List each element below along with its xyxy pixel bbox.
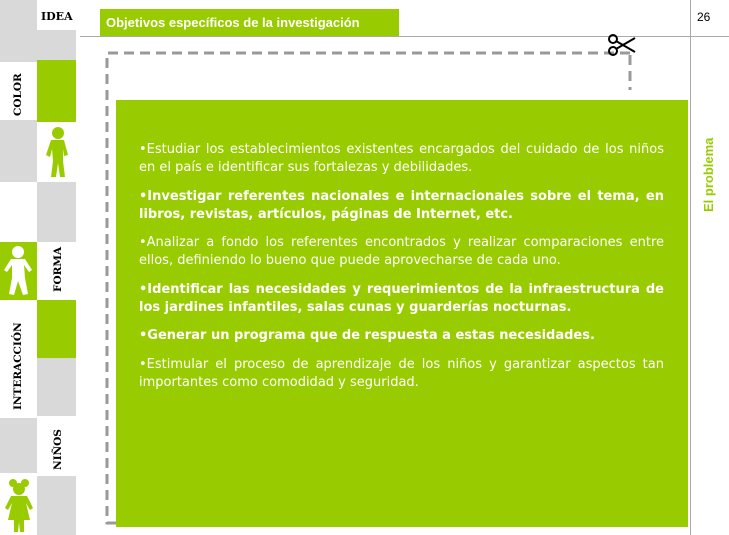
color-label: COLOR — [12, 73, 24, 116]
objective-item: •Investigar referentes nacionales e internacionales sobre el tema, en libros, revistas, artículos, páginas de Internet, etc. — [139, 188, 664, 222]
objective-item: •Analizar a fondo los referentes encontrados y realizar comparaciones entre ellos, definiendo lo bueno que puede aprovecharse de cada uno. — [139, 235, 664, 269]
forma-label: FORMA — [52, 246, 64, 292]
objective-item: •Estudiar los establecimientos existentes encargados del cuidado de los niños en el país e identificar sus fortalezas y debilidades. — [139, 142, 664, 176]
idea-label: IDEA — [41, 10, 73, 23]
objective-item: •Estimular el proceso de aprendizaje de los niños y garantizar aspectos tan importantes como comodidad y seguridad. — [139, 356, 664, 390]
section-title: El problema — [701, 137, 716, 212]
ninos-label: NIÑOS — [52, 429, 64, 470]
scissors-icon — [607, 33, 637, 57]
objective-item: •Generar un programa que de respuesta a estas necesidades. — [139, 328, 595, 344]
objectives-list — [139, 141, 664, 402]
objective-item: •Identificar las necesidades y requerimientos de la infraestructura de los jardines infantiles, salas cunas y guarderías nocturnas. — [139, 281, 664, 316]
page-number: 26 — [697, 10, 711, 24]
interaccion-label: INTERACCIÓN — [12, 322, 24, 410]
page-title: Objetivos específicos de la investigación — [100, 9, 399, 36]
